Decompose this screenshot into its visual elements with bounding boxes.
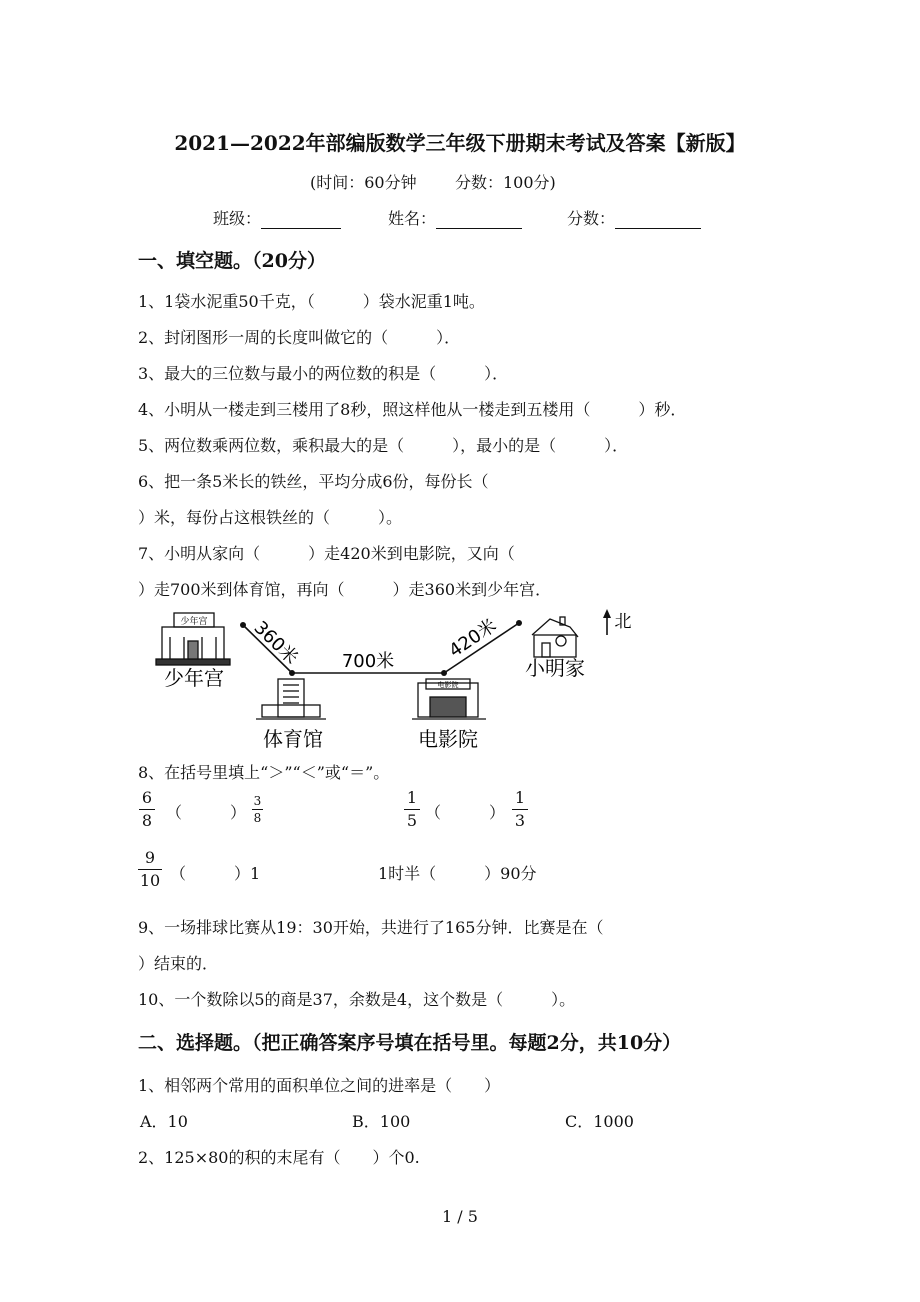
- stadium-point: [289, 670, 295, 676]
- choice-option-c[interactable]: C．1000: [565, 1112, 634, 1131]
- cinema-sign: 电影院: [437, 681, 459, 689]
- page-title: 2021—2022年部编版数学三年级下册期末考试及答案【新版】: [174, 131, 746, 155]
- question-3: 3、最大的三位数与最小的两位数的积是（ ）．: [138, 364, 509, 383]
- question-1: 1、1袋水泥重50千克，（ ）袋水泥重1吨。: [138, 292, 485, 311]
- cinema-point: [441, 670, 447, 676]
- name-field: [388, 206, 522, 229]
- home-label: 小明家: [525, 656, 585, 680]
- question-7a: 7、小明从家向（ ）走420米到电影院，又向（: [138, 544, 515, 563]
- score-label: 分数：: [567, 209, 616, 228]
- youth-palace-label: 少年宫: [164, 666, 224, 690]
- fraction-9-10: 9 10: [139, 848, 161, 890]
- north-arrow-icon: [603, 609, 611, 635]
- route-map: [150, 605, 650, 755]
- question-9a: 9、一场排球比赛从19：30开始，共进行了165分钟．比赛是在（: [138, 918, 604, 937]
- fraction-1-3: 1 3: [512, 788, 528, 831]
- question-4: 4、小明从一楼走到三楼用了8秒，照这样他从一楼走到五楼用（ ）秒．: [138, 400, 687, 419]
- distance-700: 700米: [341, 651, 395, 672]
- choice-question-2: 2、125×80的积的末尾有（ ）个0.: [138, 1148, 420, 1167]
- question-9b: ）结束的．: [138, 954, 219, 973]
- page-number: 1 / 5: [442, 1207, 478, 1226]
- youth-palace-point: [240, 622, 246, 628]
- stadium-label: 体育馆: [263, 727, 323, 751]
- question-6b: ）米，每份占这根铁丝的（ ）。: [138, 508, 403, 527]
- score-field: [567, 206, 701, 229]
- class-label: 班级：: [213, 209, 262, 228]
- question-6a: 6、把一条5米长的铁丝，平均分成6份，每份长（: [138, 472, 489, 491]
- class-blank[interactable]: [261, 212, 341, 229]
- fraction-6-8: 6 8: [139, 788, 155, 831]
- score-blank[interactable]: [615, 212, 701, 229]
- distance-360: 360米: [249, 617, 302, 669]
- question-7b: ）走700米到体育馆，再向（ ）走360米到少年宫．: [138, 580, 552, 599]
- question-10: 10、一个数除以5的商是37，余数是4，这个数是（ ）。: [138, 990, 576, 1009]
- question-8: 8、在括号里填上“＞”“＜”或“＝”。: [138, 763, 390, 782]
- cinema-label: 电影院: [418, 727, 478, 751]
- exam-total-score: 分数：100分): [455, 173, 556, 192]
- exam-time: (时间：60分钟: [310, 173, 417, 192]
- section1-heading: 一、填空题。（20分）: [138, 250, 326, 272]
- q8-blank-c[interactable]: （ ）1: [170, 864, 261, 883]
- choice-option-b[interactable]: B．100: [352, 1112, 411, 1131]
- fraction-1-5: 1 5: [404, 788, 420, 831]
- question-2: 2、封闭图形一周的长度叫做它的（ ）．: [138, 328, 461, 347]
- question-5: 5、两位数乘两位数，乘积最大的是（ ），最小的是（ ）．: [138, 436, 629, 455]
- stadium-building: [256, 679, 326, 719]
- q8-blank-b[interactable]: （ ）: [425, 803, 506, 822]
- fraction-3-8: 3 8: [253, 794, 262, 825]
- q8-blank-d[interactable]: 1时半（ ）90分: [378, 864, 537, 883]
- home-point: [516, 620, 522, 626]
- q8-blank-a[interactable]: （ ）: [166, 803, 247, 822]
- class-field: [213, 206, 341, 229]
- choice-option-a[interactable]: A．10: [140, 1112, 188, 1131]
- distance-420: 420米: [445, 615, 501, 662]
- youth-palace-sign: 少年宫: [180, 617, 208, 627]
- name-label: 姓名：: [388, 209, 437, 228]
- name-blank[interactable]: [436, 212, 522, 229]
- choice-question-1: 1、相邻两个常用的面积单位之间的进率是（ ）: [138, 1076, 501, 1095]
- north-label: 北: [614, 612, 632, 632]
- home-building: [532, 617, 578, 657]
- section2-heading: 二、选择题。（把正确答案序号填在括号里。每题2分，共10分）: [138, 1032, 682, 1054]
